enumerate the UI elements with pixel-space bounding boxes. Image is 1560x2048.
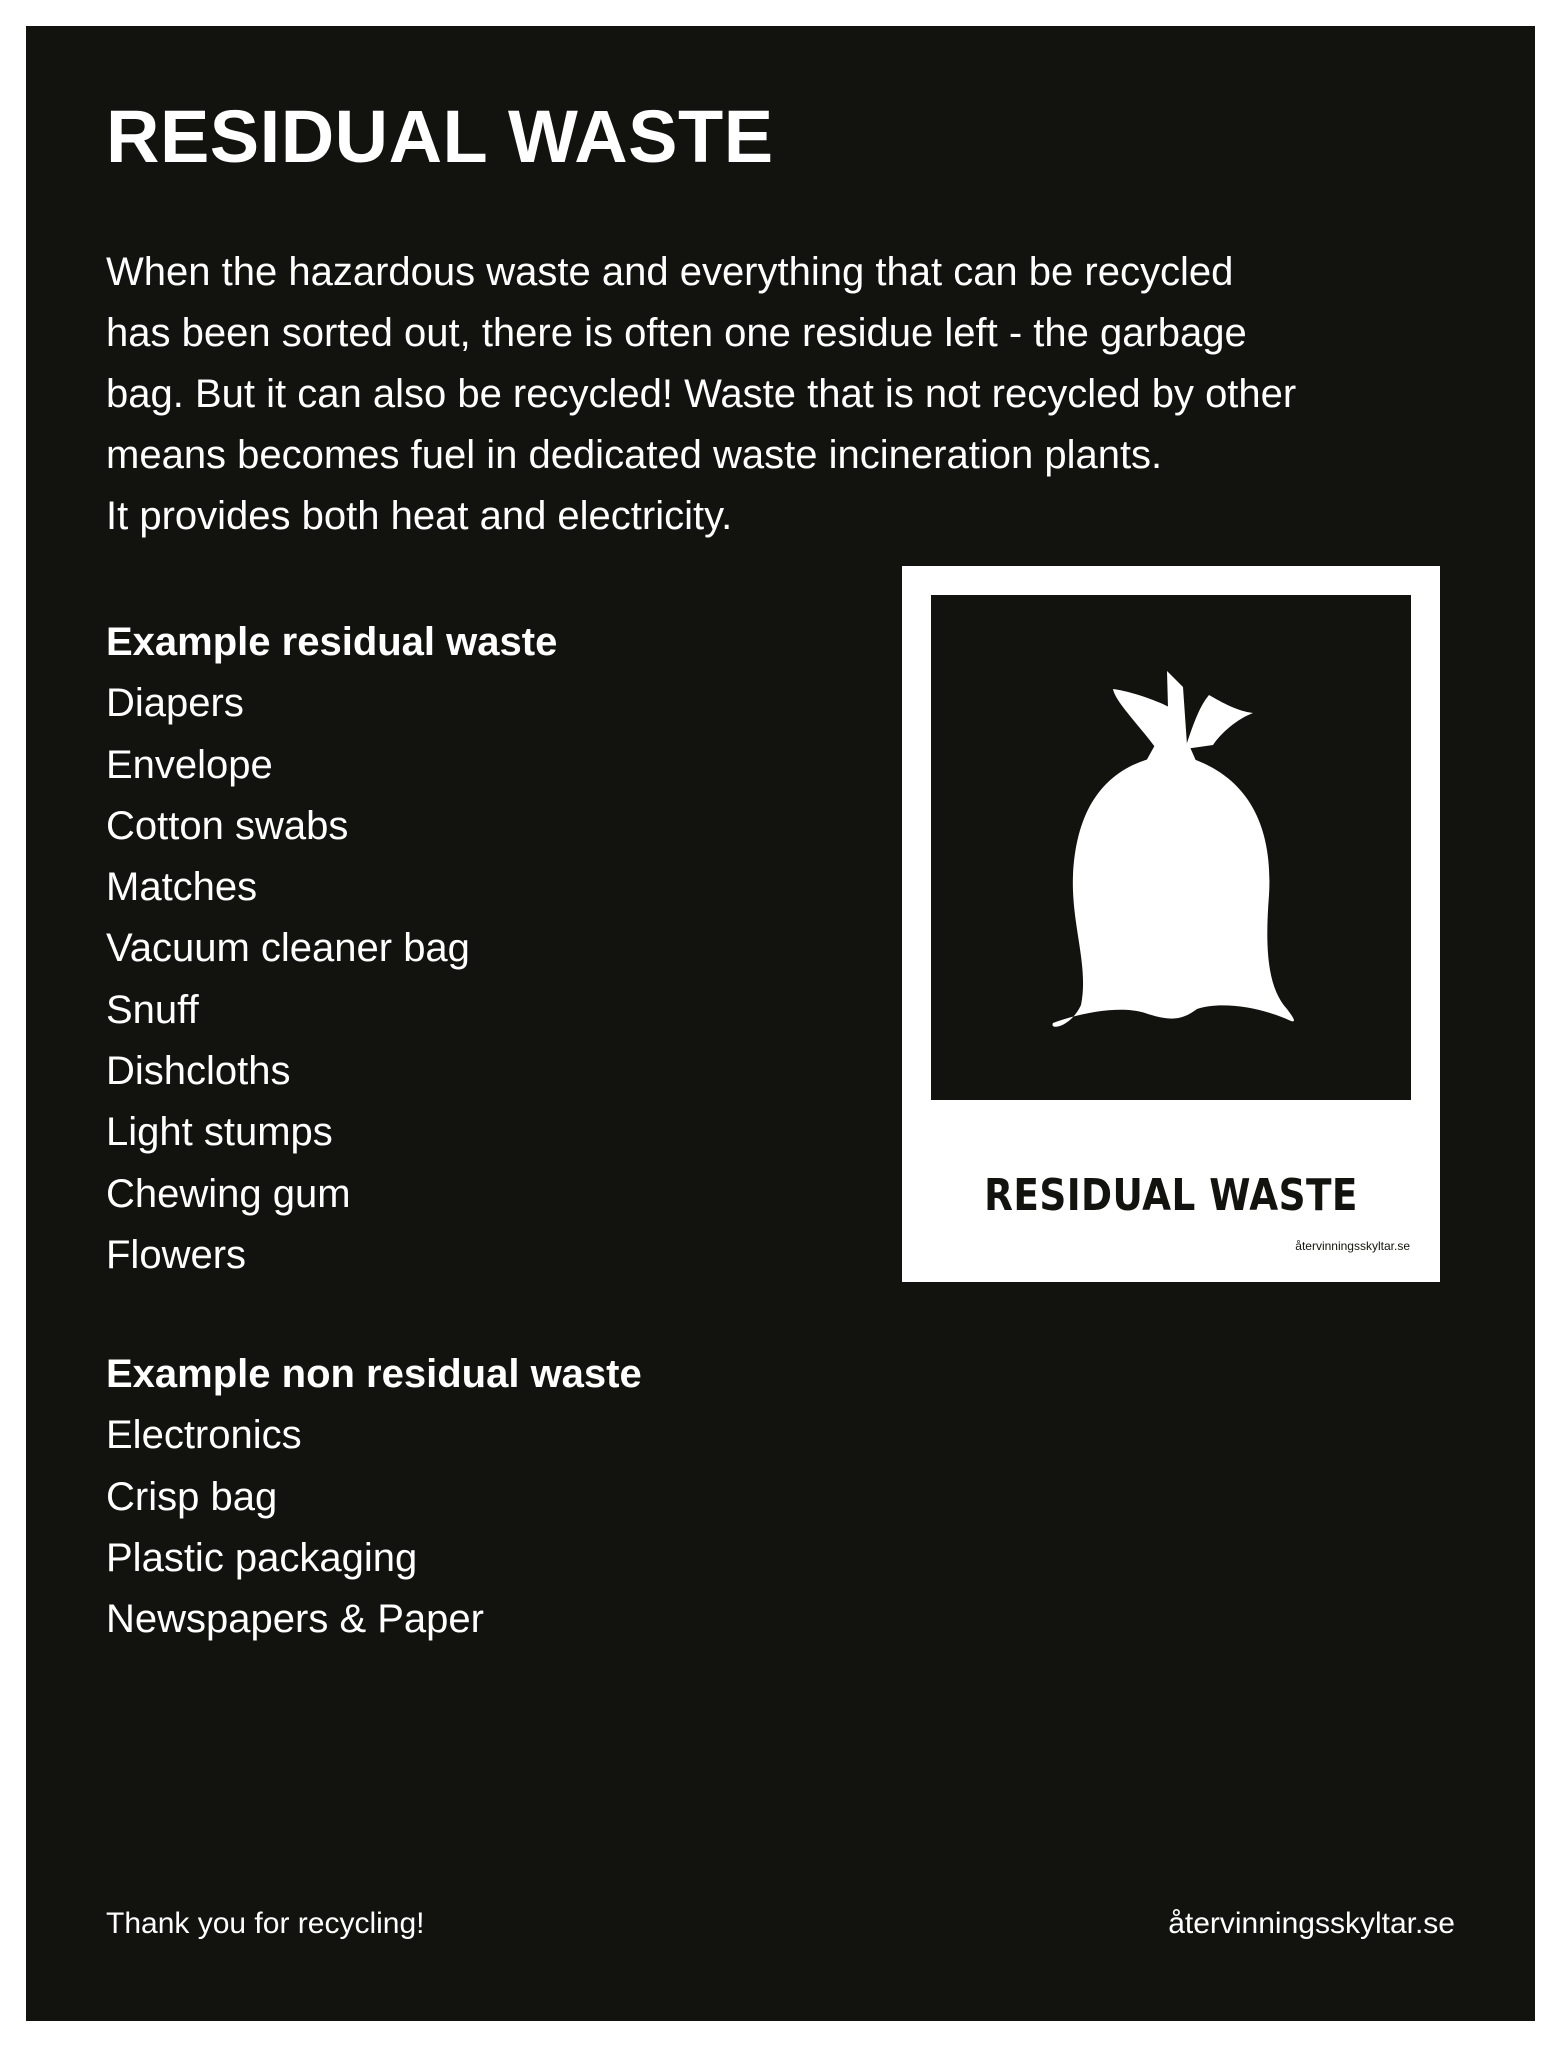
non-residual-examples xyxy=(106,1344,642,1650)
list-item: Light stumps xyxy=(106,1110,333,1155)
list-item: Electronics xyxy=(106,1413,302,1458)
list-item: Diapers xyxy=(106,681,244,726)
list-item: Dishcloths xyxy=(106,1049,291,1094)
residual-examples xyxy=(106,612,557,1286)
list-item: Newspapers & Paper xyxy=(106,1597,484,1642)
list-item: Crisp bag xyxy=(106,1474,278,1519)
poster xyxy=(26,26,1535,2021)
intro-line: When the hazardous waste and everything that can be recycled xyxy=(106,250,1234,294)
page-title: RESIDUAL WASTE xyxy=(106,95,774,178)
intro-line: It provides both heat and electricity. xyxy=(106,494,733,538)
residual-heading: Example residual waste xyxy=(106,620,558,664)
intro-text xyxy=(106,242,1506,547)
footer-thanks: Thank you for recycling! xyxy=(106,1907,425,1940)
list-item: Plastic packaging xyxy=(106,1535,418,1580)
non-residual-heading: Example non residual waste xyxy=(106,1352,642,1396)
list-item: Matches xyxy=(106,865,258,910)
list-item: Flowers xyxy=(106,1232,247,1277)
intro-line: means becomes fuel in dedicated waste incineration plants. xyxy=(106,433,1163,477)
list-item: Snuff xyxy=(106,987,199,1032)
list-item: Chewing gum xyxy=(106,1171,351,1216)
garbage-bag-icon xyxy=(931,595,1411,1100)
non-residual-list xyxy=(106,1405,642,1650)
residual-waste-sign xyxy=(902,566,1440,1282)
sign-icon-panel xyxy=(931,595,1411,1100)
intro-line: bag. But it can also be recycled! Waste that is not recycled by other xyxy=(106,372,1297,416)
sign-url: återvinningsskyltar.se xyxy=(1295,1239,1410,1253)
sign-label: RESIDUAL WASTE xyxy=(984,1170,1358,1221)
footer-website: återvinningsskyltar.se xyxy=(1168,1907,1455,1940)
list-item: Vacuum cleaner bag xyxy=(106,926,470,971)
intro-line: has been sorted out, there is often one residue left - the garbage xyxy=(106,311,1247,355)
list-item: Cotton swabs xyxy=(106,803,349,848)
residual-list xyxy=(106,673,557,1286)
list-item: Envelope xyxy=(106,742,273,787)
